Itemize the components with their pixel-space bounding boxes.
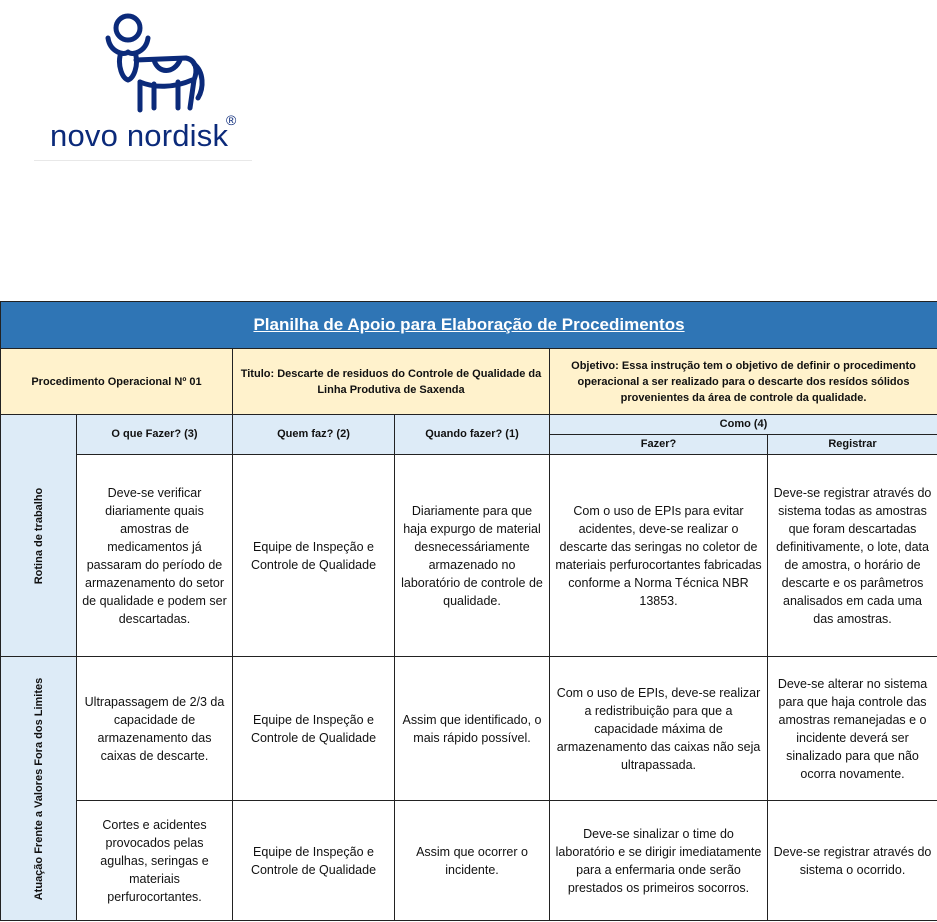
- cell-quem: Equipe de Inspeção e Controle de Qualidade: [233, 455, 395, 657]
- novo-nordisk-logo: [34, 8, 252, 156]
- procedure-number: Procedimento Operacional Nº 01: [1, 349, 233, 415]
- table-row: [1, 801, 937, 921]
- cell-quando: Assim que identificado, o mais rápido possível.: [395, 657, 550, 801]
- cell-quando: Assim que ocorrer o incidente.: [395, 801, 550, 921]
- table-row: [1, 455, 937, 657]
- header-registrar: Registrar: [768, 435, 937, 455]
- section-label-atuacao: [1, 657, 77, 921]
- cell-fazer: Com o uso de EPIs, deve-se realizar a redistribuição para que a capacidade máxima de armazenamento das caixas não seja ultrapassada.: [550, 657, 768, 801]
- header-como: Como (4): [550, 415, 937, 435]
- cell-fazer: Com o uso de EPIs para evitar acidentes, deve-se realizar o descarte das seringas no coletor de materiais perfurocortantes fabricadas conforme a Norma Técnica NBR 13853.: [550, 455, 768, 657]
- cell-o-que: Deve-se verificar diariamente quais amostras de medicamentos já passaram do período de armazenamento do setor de qualidade e podem ser descartadas.: [77, 455, 233, 657]
- cell-quem: Equipe de Inspeção e Controle de Qualidade: [233, 657, 395, 801]
- header-o-que-fazer: O que Fazer? (3): [77, 415, 233, 455]
- cell-o-que: Cortes e acidentes provocados pelas agulhas, seringas e materiais perfurocortantes.: [77, 801, 233, 921]
- cell-quem: Equipe de Inspeção e Controle de Qualidade: [233, 801, 395, 921]
- sheet-title: Planilha de Apoio para Elaboração de Procedimentos: [1, 302, 937, 349]
- procedure-sheet-table: [0, 301, 937, 921]
- brand-name: novo nordisk: [50, 118, 229, 153]
- header-fazer: Fazer?: [550, 435, 768, 455]
- registered-mark: ®: [226, 112, 237, 128]
- logo-divider: [34, 160, 252, 161]
- apis-bull-icon: [74, 8, 214, 116]
- procedure-objective: Objetivo: Essa instrução tem o objetivo de definir o procedimento operacional a ser realizado para o descarte dos resídos sólidos provenientes da área de controle da qualidade.: [550, 349, 937, 415]
- cell-quando: Diariamente para que haja expurgo de material desnecessáriamente armazenado no laboratório de controle de qualidade.: [395, 455, 550, 657]
- cell-registrar: Deve-se alterar no sistema para que haja controle das amostras remanejadas e o incidente deverá ser sinalizado para que não ocorra novamente.: [768, 657, 937, 801]
- section-label-text: Rotina de trabalho: [32, 487, 45, 584]
- cell-registrar: Deve-se registrar através do sistema todas as amostras que foram descartadas definitivamente, o lote, data de amostra, o horário de descarte e os parâmetros analisados em cada uma das amostras.: [768, 455, 937, 657]
- cell-o-que: Ultrapassagem de 2/3 da capacidade de armazenamento das caixas de descarte.: [77, 657, 233, 801]
- header-quem-faz: Quem faz? (2): [233, 415, 395, 455]
- cell-registrar: Deve-se registrar através do sistema o ocorrido.: [768, 801, 937, 921]
- cell-fazer: Deve-se sinalizar o time do laboratório e se dirigir imediatamente para a enfermaria onde serão prestados os primeiros socorros.: [550, 801, 768, 921]
- section-label-rotina: [1, 415, 77, 657]
- procedure-title: Titulo: Descarte de residuos do Controle de Qualidade da Linha Produtiva de Saxenda: [233, 349, 550, 415]
- table-row: [1, 657, 937, 801]
- section-label-text: Atuação Frente a Valores Fora dos Limites: [32, 677, 45, 900]
- header-quando-fazer: Quando fazer? (1): [395, 415, 550, 455]
